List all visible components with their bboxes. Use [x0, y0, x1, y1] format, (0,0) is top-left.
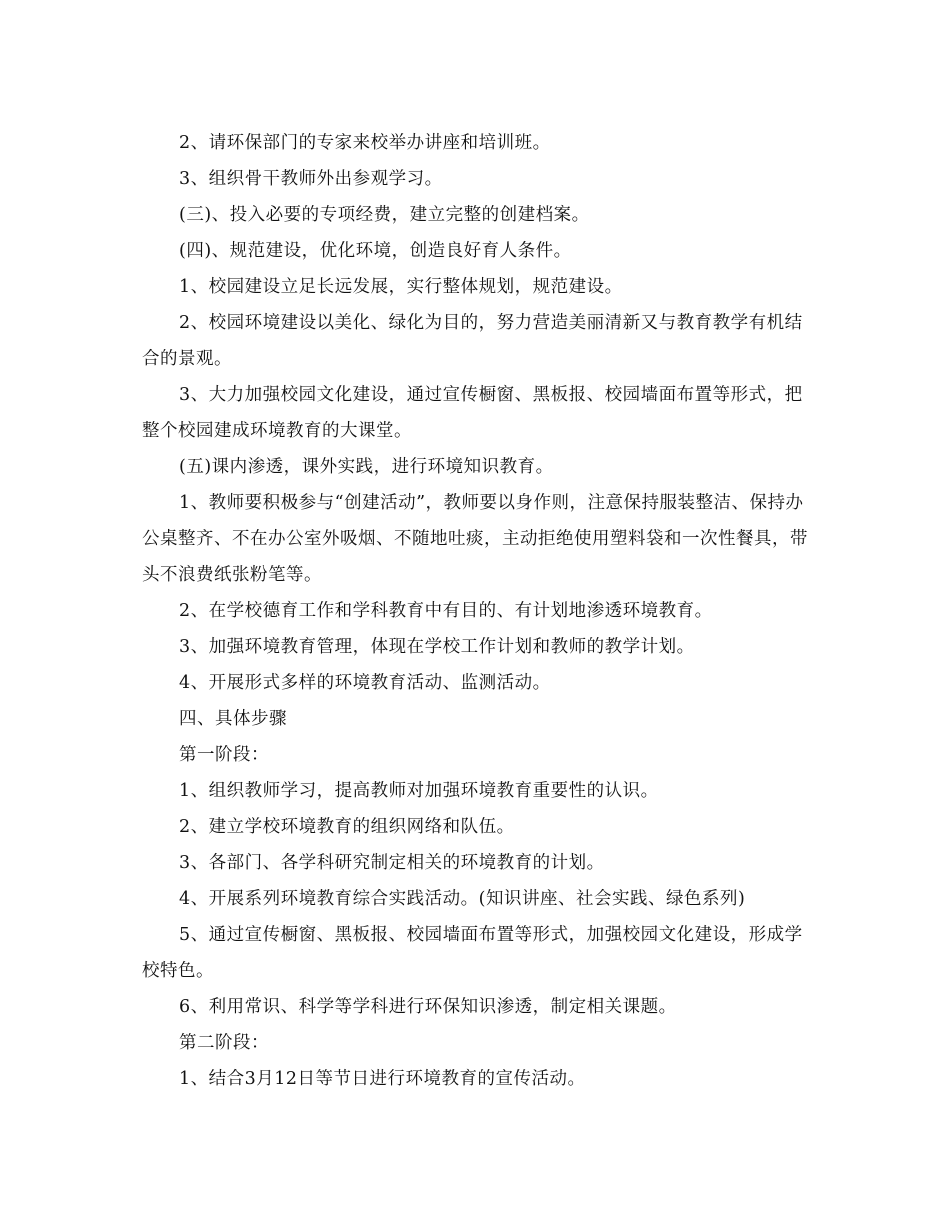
stage-heading: 第二阶段： [179, 1033, 269, 1053]
paragraph: 4、开展形式多样的环境教育活动、监测活动。 [179, 673, 551, 693]
paragraph: 6、利用常识、科学等学科进行环保知识渗透，制定相关课题。 [179, 997, 677, 1017]
section-heading: (五)课内渗透，课外实践，进行环境知识教育。 [179, 457, 554, 477]
paragraph: 3、各部门、各学科研究制定相关的环境教育的计划。 [179, 853, 605, 873]
paragraph: 2、校园环境建设以美化、绿化为目的，努力营造美丽清新又与教育教学有机结合的景观。 [142, 313, 803, 369]
paragraph: 3、大力加强校园文化建设，通过宣传橱窗、黑板报、校园墙面布置等形式，把整个校园建成环境教育的大课堂。 [142, 385, 803, 441]
paragraph: 5、通过宣传橱窗、黑板报、校园墙面布置等形式，加强校园文化建设，形成学校特色。 [142, 925, 803, 981]
stage-heading: 第一阶段： [179, 745, 269, 765]
paragraph: 1、校园建设立足长远发展，实行整体规划，规范建设。 [179, 277, 623, 297]
paragraph: 1、结合3月12日等节日进行环境教育的宣传活动。 [179, 1069, 586, 1089]
section-heading: 四、具体步骤 [179, 709, 287, 729]
section-heading: (三)、投入必要的专项经费，建立完整的创建档案。 [179, 205, 590, 225]
paragraph: 3、组织骨干教师外出参观学习。 [179, 169, 443, 189]
paragraph: 3、加强环境教育管理，体现在学校工作计划和教师的教学计划。 [179, 637, 695, 657]
section-heading: (四)、规范建设，优化环境，创造良好育人条件。 [179, 241, 572, 261]
paragraph: 2、在学校德育工作和学科教育中有目的、有计划地渗透环境教育。 [179, 601, 713, 621]
paragraph: 2、请环保部门的专家来校举办讲座和培训班。 [179, 133, 551, 153]
document-body [142, 125, 808, 1097]
paragraph: 4、开展系列环境教育综合实践活动。(知识讲座、社会实践、绿色系列) [179, 889, 746, 909]
paragraph: 1、教师要积极参与“创建活动”，教师要以身作则，注意保持服装整洁、保持办公桌整齐、不在办公室外吸烟、不随地吐痰，主动拒绝使用塑料袋和一次性餐具，带头不浪费纸张粉笔等。 [142, 493, 808, 585]
paragraph: 2、建立学校环境教育的组织网络和队伍。 [179, 817, 515, 837]
paragraph: 1、组织教师学习，提高教师对加强环境教育重要性的认识。 [179, 781, 659, 801]
